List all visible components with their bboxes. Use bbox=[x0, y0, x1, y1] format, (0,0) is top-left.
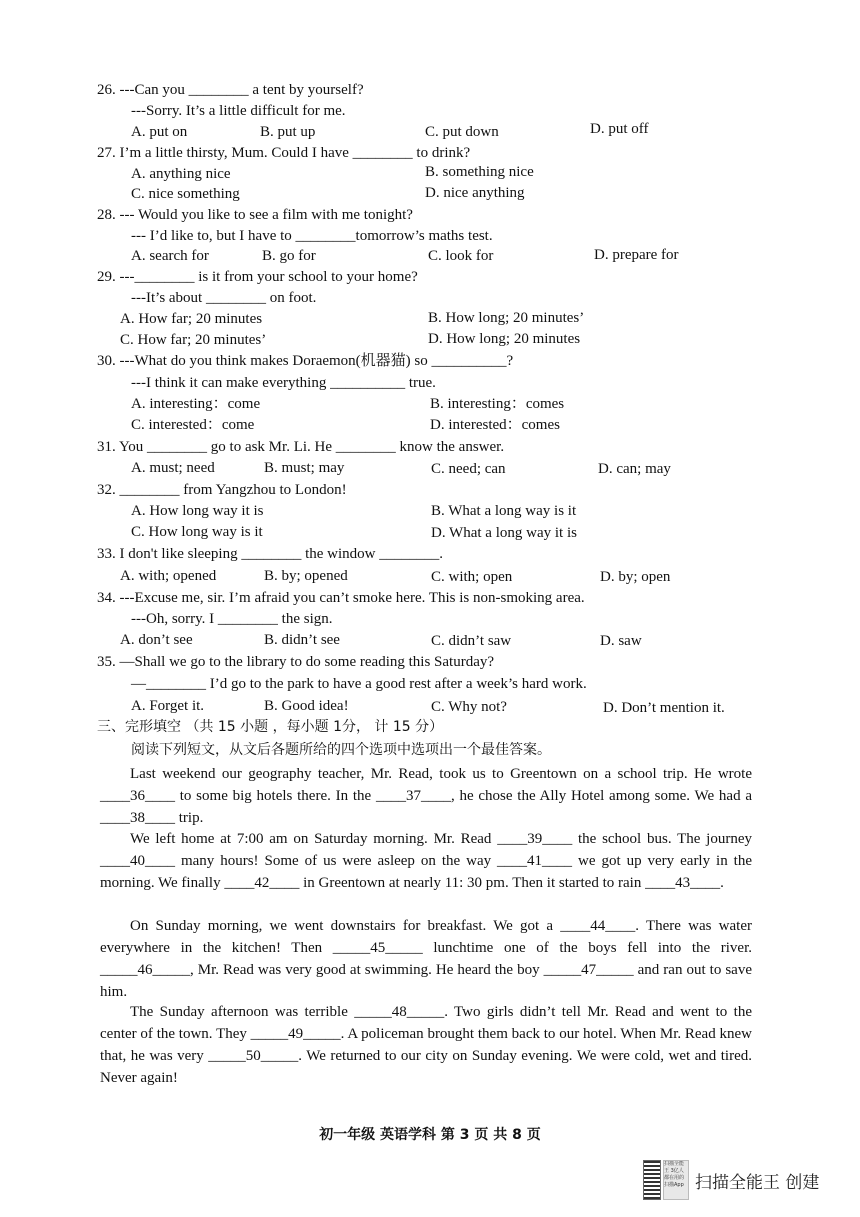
q30-stem: 30. ---What do you think makes Doraemon(机器猫) so __________? bbox=[97, 353, 514, 369]
q31-option-a: A. must; need bbox=[131, 460, 215, 476]
passage-paragraph-3: On Sunday morning, we went downstairs for breakfast. We got a ____44____. There was water everywhere in the kitchen! Then _____45_____ lunchtime one of the boys fell into the river. _____46_____, Mr. Read was very good at swimming. He heard the boy _____47_____ and ran out to save him. bbox=[100, 918, 752, 1000]
q35-option-d: D. Don’t mention it. bbox=[603, 700, 725, 716]
q26-option-b: B. put up bbox=[260, 124, 316, 140]
section-instruction: 阅读下列短文，从文后各题所给的四个选项中选项出一个最佳答案。 bbox=[131, 742, 551, 758]
q35-stem: 35. —Shall we go to the library to do some reading this Saturday? bbox=[97, 654, 495, 670]
q35-option-c: C. Why not? bbox=[431, 699, 507, 715]
qr-code-icon bbox=[643, 1160, 661, 1200]
q26-stem: 26. ---Can you ________ a tent by yourself? bbox=[97, 82, 364, 98]
q29-option-a: A. How far; 20 minutes bbox=[120, 311, 263, 327]
q26-option-d: D. put off bbox=[590, 121, 649, 137]
q33-option-d: D. by; open bbox=[600, 569, 671, 585]
q27-stem: 27. I’m a little thirsty, Mum. Could I have ________ to drink? bbox=[97, 145, 471, 161]
q30-option-a: A. interesting：come bbox=[131, 396, 261, 412]
q29-option-c: C. How far; 20 minutes’ bbox=[120, 332, 267, 348]
q34-option-c: C. didn’t saw bbox=[431, 633, 512, 649]
passage-paragraph-4: The Sunday afternoon was terrible _____48_____. Two girls didn’t tell Mr. Read and went to the center of the town. They _____49_____. A policeman brought them back to our hotel. When Mr. Read knew that, he was very _____50_____. We returned to our city on Sunday evening. We were cold, wet and tired. Never again! bbox=[100, 1004, 752, 1086]
q28-option-a: A. search for bbox=[131, 248, 209, 264]
q27-option-a: A. anything nice bbox=[131, 166, 231, 182]
q27-option-c: C. nice something bbox=[131, 186, 240, 202]
scanner-label: 扫描全能王 创建 bbox=[695, 1172, 820, 1193]
q35-reply: —________ I’d go to the park to have a good rest after a week’s hard work. bbox=[131, 676, 587, 692]
section-heading: 三、完形填空 （共 15 小题 ，每小题 1分， 计 15 分） bbox=[97, 719, 444, 735]
passage-paragraph-2: We left home at 7:00 am on Saturday morning. Mr. Read ____39____ the school bus. The journey ____40____ many hours! Some of us were asleep on the way ____41____ we got up very early in the morning. We finally ____42____ in Greentown at nearly 11: 30 pm. Then it started to rain ____43____. bbox=[100, 831, 752, 891]
q34-option-d: D. saw bbox=[600, 633, 642, 649]
q29-option-d: D. How long; 20 minutes bbox=[428, 331, 581, 347]
q28-reply: --- I’d like to, but I have to ________tomorrow’s maths test. bbox=[131, 228, 493, 244]
q34-reply: ---Oh, sorry. I ________ the sign. bbox=[131, 611, 333, 627]
q34-option-b: B. didn’t see bbox=[264, 632, 340, 648]
q28-stem: 28. --- Would you like to see a film with me tonight? bbox=[97, 207, 413, 223]
q32-option-b: B. What a long way is it bbox=[431, 503, 577, 519]
q28-option-b: B. go for bbox=[262, 248, 316, 264]
q26-reply: ---Sorry. It’s a little difficult for me. bbox=[131, 103, 346, 119]
q29-reply: ---It’s about ________ on foot. bbox=[131, 290, 317, 306]
page-footer: 初一年级 英语学科 第 3 页 共 8 页 bbox=[319, 1127, 541, 1143]
q31-option-c: C. need; can bbox=[431, 461, 506, 477]
q31-stem: 31. You ________ go to ask Mr. Li. He ________ know the answer. bbox=[97, 439, 505, 455]
q34-option-a: A. don’t see bbox=[120, 632, 193, 648]
q29-stem: 29. ---________ is it from your school to your home? bbox=[97, 269, 418, 285]
q30-option-c: C. interested：come bbox=[131, 417, 255, 433]
scanner-badge: 扫描全能王 3亿人都在用的扫描App bbox=[663, 1160, 689, 1200]
q26-option-c: C. put down bbox=[425, 124, 499, 140]
q26-option-a: A. put on bbox=[131, 124, 188, 140]
passage-paragraph-1: Last weekend our geography teacher, Mr. Read, took us to Greentown on a school trip. He wrote ____36____ to some big hotels there. In the ____37____, he chose the Ally Hotel among some. We had a ____38____ trip. bbox=[100, 766, 752, 826]
q33-option-c: C. with; open bbox=[431, 569, 513, 585]
q30-reply: ---I think it can make everything __________ true. bbox=[131, 375, 436, 391]
scanner-watermark bbox=[643, 1160, 819, 1200]
q33-option-a: A. with; opened bbox=[120, 568, 217, 584]
q33-stem: 33. I don't like sleeping ________ the window ________. bbox=[97, 546, 444, 562]
q35-option-a: A. Forget it. bbox=[131, 698, 205, 714]
q33-option-b: B. by; opened bbox=[264, 568, 348, 584]
q27-option-b: B. something nice bbox=[425, 164, 534, 180]
q32-option-a: A. How long way it is bbox=[131, 503, 264, 519]
q28-option-c: C. look for bbox=[428, 248, 494, 264]
q30-option-b: B. interesting：comes bbox=[430, 396, 565, 412]
q31-option-b: B. must; may bbox=[264, 460, 345, 476]
q30-option-d: D. interested：comes bbox=[430, 417, 560, 433]
q35-option-b: B. Good idea! bbox=[264, 698, 349, 714]
q34-stem: 34. ---Excuse me, sir. I’m afraid you can’t smoke here. This is non-smoking area. bbox=[97, 590, 585, 606]
q32-option-d: D. What a long way it is bbox=[431, 525, 577, 541]
q31-option-d: D. can; may bbox=[598, 461, 671, 477]
q29-option-b: B. How long; 20 minutes’ bbox=[428, 310, 585, 326]
q32-stem: 32. ________ from Yangzhou to London! bbox=[97, 482, 347, 498]
q27-option-d: D. nice anything bbox=[425, 185, 525, 201]
q32-option-c: C. How long way is it bbox=[131, 524, 263, 540]
q28-option-d: D. prepare for bbox=[594, 247, 679, 263]
